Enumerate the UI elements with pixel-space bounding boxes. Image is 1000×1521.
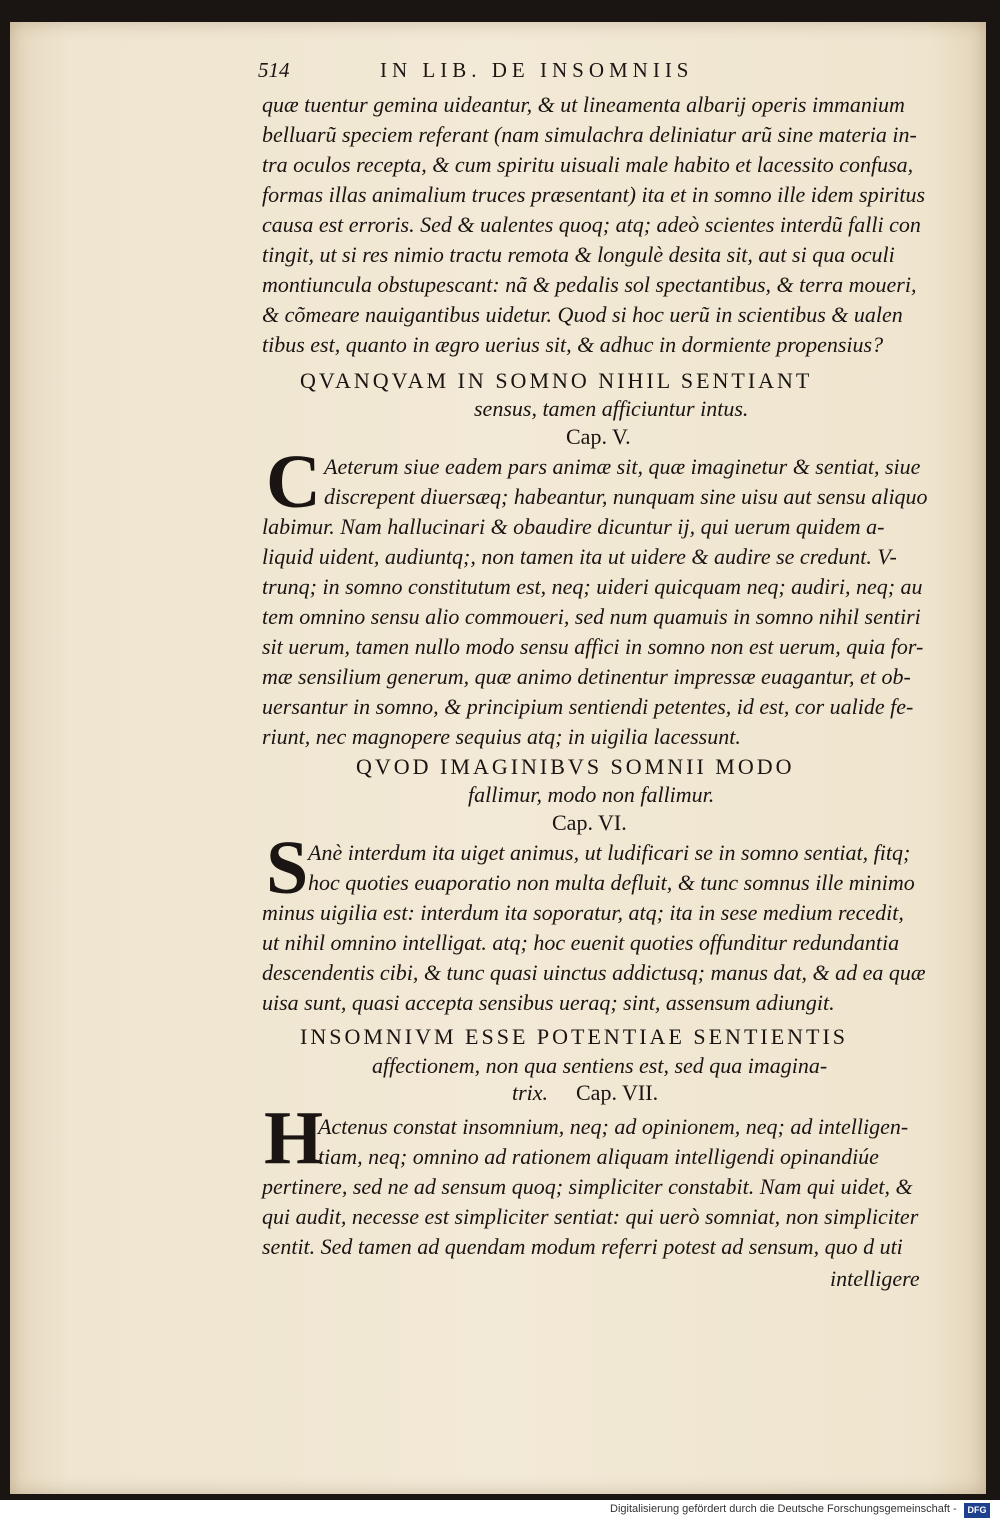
chapter-label: Cap. VI.: [552, 810, 627, 835]
text-line: pertinere, sed ne ad sensum quoq; simpliciter constabit. Nam qui uidet, &: [262, 1174, 913, 1199]
text-line: belluarũ speciem referant (nam simulachra deliniatur arũ sine materia in-: [262, 122, 917, 147]
text-line: riunt, nec magnopere sequius atq; in uigilia lacessunt.: [262, 724, 741, 749]
dfg-logo: DFG: [964, 1503, 990, 1518]
text-line: Actenus constat insomnium, neq; ad opinionem, neq; ad intelligen-: [318, 1114, 909, 1139]
text-line: causa est erroris. Sed & ualentes quoq; atq; adeò scientes interdũ falli con: [262, 212, 921, 237]
text-line: uisa sunt, quasi accepta sensibus ueraq; sint, assensum adiungit.: [262, 990, 835, 1015]
section-subheading: sensus, tamen afficiuntur intus.: [474, 396, 749, 421]
text-line: trunq; in somno constitutum est, neq; uideri quicquam neq; audiri, neq; au: [262, 574, 923, 599]
text-line: mæ sensilium generum, quæ animo detinentur impressæ euagantur, et ob-: [262, 664, 911, 689]
catchword: intelligere: [830, 1266, 920, 1291]
chapter-label: Cap. VII.: [576, 1080, 659, 1105]
text-line: Anè interdum ita uiget animus, ut ludificari se in somno sentiat, fitq;: [308, 840, 911, 865]
text-line: hoc quoties euaporatio non multa defluit, & tunc somnus ille minimo: [308, 870, 915, 895]
text-line: ut nihil omnino intelligat. atq; hoc euenit quoties offunditur redundantia: [262, 930, 900, 955]
chapter-label: Cap. V.: [566, 424, 631, 449]
text-line: discrepent diuersæq; habeantur, nunquam sine uisu aut sensu aliquo: [324, 484, 928, 509]
text-line: tibus est, quanto in ægro uerius sit, & adhuc in dormiente propensius?: [262, 332, 884, 357]
text-line: sentit. Sed tamen ad quendam modum referri potest ad sensum, quo d uti: [262, 1234, 903, 1259]
text-line: formas illas animalium truces præsentant) ita et in somno ille idem spiritus: [262, 182, 926, 207]
section-heading: QVOD IMAGINIBVS SOMNII MODO: [356, 754, 795, 779]
section-subheading-continued: trix.: [512, 1080, 549, 1105]
text-line: liquid uident, audiuntq;, non tamen ita ut uidere & audire se credunt. V-: [262, 544, 897, 569]
section-heading: INSOMNIVM ESSE POTENTIAE SENTIENTIS: [300, 1024, 849, 1049]
digitization-credit: Digitalisierung gefördert durch die Deutsche Forschungsgemeinschaft -: [610, 1503, 957, 1515]
text-line: descendentis cibi, & tunc quasi uinctus addictusq; manus dat, & ad ea quæ: [262, 960, 926, 985]
text-line: quæ tuentur gemina uideantur, & ut lineamenta albarij operis immanium: [262, 92, 905, 117]
page-number: 514: [258, 58, 290, 82]
text-line: & cõmeare nauigantibus uidetur. Quod si hoc uerũ in scientibus & ualen: [262, 302, 903, 327]
section-heading: QVANQVAM IN SOMNO NIHIL SENTIANT: [300, 368, 813, 393]
running-title: IN LIB. DE INSOMNIIS: [380, 58, 694, 82]
text-line: tem omnino sensu alio commoueri, sed num quamuis in somno nihil sentiri: [262, 604, 921, 629]
section-subheading: affectionem, non qua sentiens est, sed qua imagina-: [372, 1053, 828, 1078]
text-line: uersantur in somno, & principium sentiendi petentes, id est, cor ualide fe-: [262, 694, 914, 719]
text-line: sit uerum, tamen nullo modo sensu affici in somno non est uerum, quia for-: [262, 634, 924, 659]
running-header: [258, 58, 848, 90]
drop-cap-initial: H: [264, 1096, 324, 1180]
text-line: tingit, ut si res nimio tractu remota & longulè desita sit, aut si qua oculi: [262, 242, 895, 267]
text-line: qui audit, necesse est simpliciter sentiat: qui uerò somniat, non simpliciter: [262, 1204, 919, 1229]
text-line: labimur. Nam hallucinari & obaudire dicuntur ij, qui uerum quidem a-: [262, 514, 885, 539]
text-line: Aeterum siue eadem pars animæ sit, quæ imaginetur & sentiat, siue: [324, 454, 921, 479]
text-line: minus uigilia est: interdum ita soporatur, atq; ita in sese medium recedit,: [262, 900, 904, 925]
text-line: tra oculos recepta, & cum spiritu uisuali male habito et lacessito confusa,: [262, 152, 914, 177]
text-line: tiam, neq; omnino ad rationem aliquam intelligendi opinandiúe: [318, 1144, 879, 1169]
drop-cap-initial: S: [266, 826, 309, 910]
text-line: montiuncula obstupescant: nã & pedalis sol spectantibus, & terra moueri,: [262, 272, 917, 297]
section-subheading: fallimur, modo non fallimur.: [468, 782, 715, 807]
drop-cap-initial: C: [266, 440, 321, 524]
